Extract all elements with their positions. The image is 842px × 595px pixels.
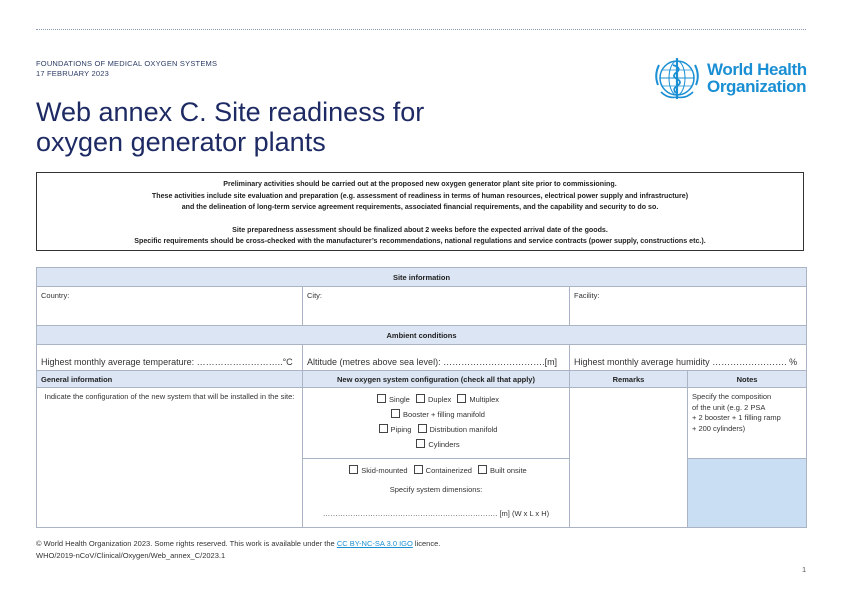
- altitude-field[interactable]: Altitude (metres above sea level): …………………………….[m]: [303, 345, 570, 371]
- copyright-suffix: licence.: [414, 539, 441, 548]
- copyright-line: [36, 538, 440, 550]
- intro-line: and the delineation of long-term service agreement requirements, associated financial requirements, and the capability and security to do so.: [181, 203, 659, 212]
- booster-checkbox[interactable]: [391, 409, 400, 418]
- facility-field[interactable]: Facility:: [570, 287, 807, 326]
- title-line-1: Web annex C. Site readiness for: [36, 97, 425, 127]
- country-field[interactable]: Country:: [37, 287, 303, 326]
- remarks-header: Remarks: [570, 371, 688, 388]
- logo-line-1: World Health: [707, 60, 807, 79]
- multiplex-label: Multiplex: [469, 395, 499, 404]
- intro-line: Specific requirements should be cross-checked with the manufacturer’s recommendations, national regulations and service contracts (power supply, constructions etc.).: [134, 237, 706, 246]
- ambient-conditions-header: Ambient conditions: [37, 326, 807, 345]
- site-readiness-form: [36, 267, 807, 528]
- document-id: WHO/2019-nCoV/Clinical/Oxygen/Web_annex_C/2023.1: [36, 551, 226, 560]
- distribution-manifold-label: Distribution manifold: [429, 425, 498, 434]
- distribution-manifold-checkbox[interactable]: [418, 424, 427, 433]
- notes-line: Specify the composition: [692, 392, 772, 401]
- notes-header: Notes: [688, 371, 807, 388]
- built-onsite-checkbox[interactable]: [478, 465, 487, 474]
- series-name: FOUNDATIONS OF MEDICAL OXYGEN SYSTEMS: [36, 59, 218, 68]
- notes-shaded-cell: [688, 459, 807, 528]
- intro-box: [36, 172, 804, 251]
- top-divider: [36, 29, 806, 30]
- intro-line: These activities include site evaluation and preparation (e.g. assessment of readiness in terms of human resources, electrical power supply and infrastructure): [151, 191, 689, 200]
- notes-line: + 2 booster + 1 filling ramp: [692, 413, 781, 422]
- duplex-checkbox[interactable]: [416, 394, 425, 403]
- notes-line: + 200 cylinders): [692, 423, 746, 433]
- notes-line: of the unit (e.g. 2 PSA: [692, 402, 766, 412]
- cylinders-label: Cylinders: [428, 440, 460, 449]
- single-checkbox[interactable]: [377, 394, 386, 403]
- publication-date: 17 FEBRUARY 2023: [36, 69, 109, 78]
- containerized-checkbox[interactable]: [414, 465, 423, 474]
- who-emblem-icon: [652, 55, 702, 101]
- dimensions-field[interactable]: ……………………………………………………………. [m] (W x L x H): [322, 509, 550, 518]
- city-field[interactable]: City:: [303, 287, 570, 326]
- single-label: Single: [389, 395, 410, 404]
- humidity-field[interactable]: Highest monthly average humidity ……………………. %: [570, 345, 807, 371]
- page-title: [36, 97, 424, 157]
- title-line-2: oxygen generator plants: [36, 127, 326, 157]
- skid-mounted-checkbox[interactable]: [349, 465, 358, 474]
- multiplex-checkbox[interactable]: [457, 394, 466, 403]
- duplex-label: Duplex: [427, 395, 452, 404]
- copyright-text: © World Health Organization 2023. Some rights reserved. This work is available under the: [36, 539, 335, 548]
- cylinders-checkbox[interactable]: [416, 439, 425, 448]
- containerized-label: Containerized: [425, 466, 472, 475]
- logo-line-2: Organization: [707, 77, 807, 96]
- temperature-field[interactable]: Highest monthly average temperature: ………………………..°C: [37, 345, 303, 371]
- page-number: 1: [802, 565, 807, 574]
- document-series: [36, 59, 217, 79]
- piping-checkbox[interactable]: [379, 424, 388, 433]
- intro-line: Site preparedness assessment should be finalized about 2 weeks before the expected arrival date of the goods.: [232, 225, 608, 234]
- configuration-header: New oxygen system configuration (check all that apply): [303, 371, 570, 388]
- notes-cell: [688, 388, 807, 459]
- booster-label: Booster + filling manifold: [403, 410, 485, 419]
- general-information-text: [37, 388, 303, 528]
- built-onsite-label: Built onsite: [490, 466, 527, 475]
- general-information-header: General information: [37, 371, 303, 388]
- general-information-instruction: Indicate the configuration of the new system that will be installed in the site:: [44, 392, 295, 401]
- who-wordmark: [707, 61, 807, 95]
- intro-line: Preliminary activities should be carried out at the proposed new oxygen generator plant site prior to commissioning.: [223, 180, 617, 188]
- remarks-cell[interactable]: [570, 388, 688, 528]
- licence-link[interactable]: CC BY-NC-SA 3.0 IGO: [336, 539, 413, 548]
- dimensions-label: Specify system dimensions:: [389, 485, 483, 494]
- who-logo: [652, 55, 807, 101]
- system-configuration-options: [303, 388, 570, 459]
- footer: [36, 538, 440, 562]
- piping-label: Piping: [390, 425, 412, 434]
- site-information-header: Site information: [37, 268, 807, 287]
- skid-mounted-label: Skid-mounted: [361, 466, 408, 475]
- installation-type-options: [303, 459, 570, 528]
